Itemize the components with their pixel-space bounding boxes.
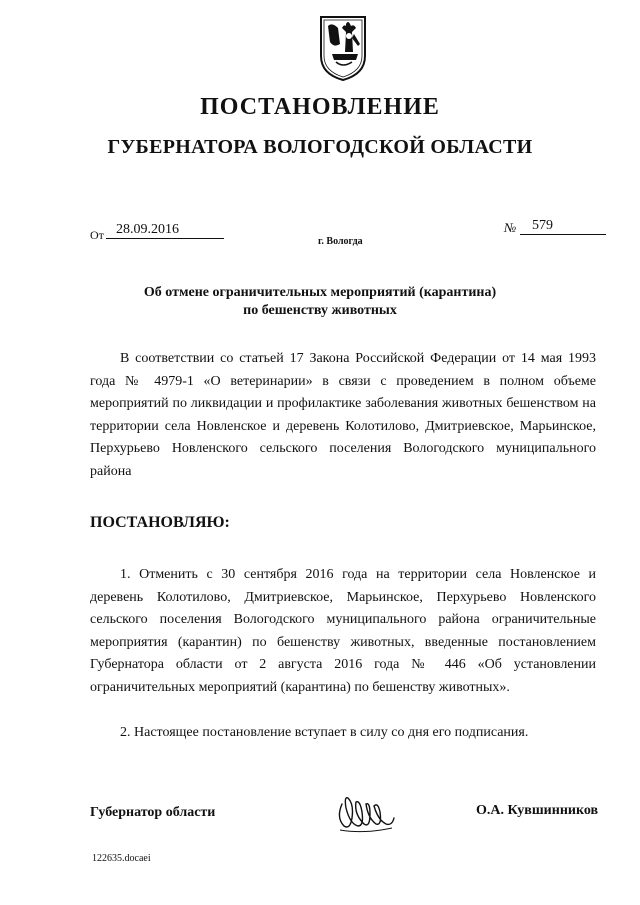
subject-line-1: Об отмене ограничительных мероприятий (карантина) (143, 285, 497, 300)
coat-of-arms-icon (318, 14, 368, 82)
signer-title: Губернатор области (90, 805, 216, 820)
item-2-paragraph: 2. Настоящее постановление вступает в силу со дня его подписания. (120, 725, 529, 740)
document-date: 28.09.2016 (106, 222, 224, 239)
item-1-paragraph: 1. Отменить с 30 сентября 2016 года на территории села Новленское и деревень Колотилово, Дмитриевское, Марьинское, Перхурьево Новленского сельского поселения Вологодского муниципального района ограничительные мероприятия (карантин) по бешенству животных, введенные постановлением Губернатора области от 2 августа 2016 года № 446 «Об установлении ограничительных мероприятий (карантина) по бешенству животных». (90, 567, 596, 695)
document-city: г. Вологда (318, 236, 363, 247)
document-file-reference: 122635.docaei (92, 853, 151, 864)
issuer-title: ГУБЕРНАТОРА ВОЛОГОДСКОЙ ОБЛАСТИ (107, 136, 533, 158)
signature-image (334, 784, 398, 836)
document-title: ПОСТАНОВЛЕНИЕ (200, 94, 440, 120)
number-label: № (504, 220, 517, 235)
preamble-paragraph: В соответствии со статьей 17 Закона Российской Федерации от 14 мая 1993 года № 4979-1 «О ветеринарии» в связи с проведением в полном объеме мероприятий по ликвидации и профилактике заболевания животных бешенством на территории села Новленское и деревень Колотилово, Дмитриевское, Марьинское, Перхурьево Новленского сельского поселения Вологодского муниципального района (90, 351, 596, 479)
subject-line-2: по бешенству животных (243, 303, 397, 318)
document-number: 579 (520, 218, 606, 235)
decree-word: ПОСТАНОВЛЯЮ: (90, 514, 230, 531)
signer-name: О.А. Кувшинников (476, 803, 599, 818)
date-label: От (90, 228, 104, 242)
